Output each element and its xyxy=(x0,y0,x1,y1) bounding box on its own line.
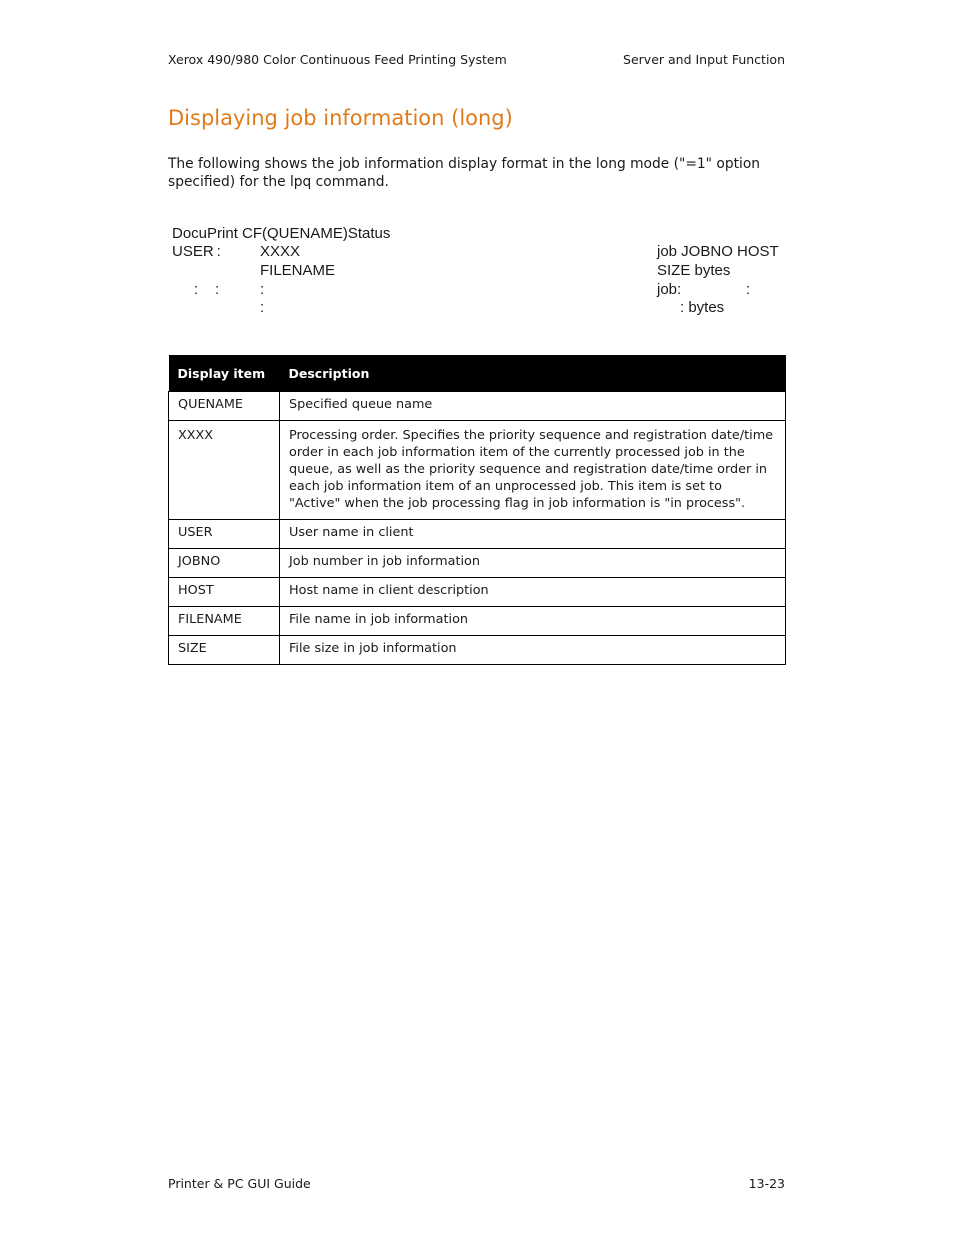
description-cell: File size in job information xyxy=(280,636,786,665)
table-row xyxy=(169,636,786,665)
job-jobno-host-field: job JOBNO HOST xyxy=(657,243,779,260)
user-label: USER : xyxy=(172,243,221,260)
ellipsis-colon: : xyxy=(194,281,199,298)
item-cell: USER xyxy=(169,520,280,549)
running-header-title: Xerox 490/980 Color Continuous Feed Printing System xyxy=(168,52,507,67)
filename-field: FILENAME xyxy=(260,262,336,279)
column-header-display-item: Display item xyxy=(169,355,280,392)
table-header-row xyxy=(169,355,786,392)
item-cell: FILENAME xyxy=(169,607,280,636)
item-cell: QUENAME xyxy=(169,392,280,421)
table-row xyxy=(169,392,786,421)
ellipsis-colon: : xyxy=(215,281,220,298)
description-cell: User name in client xyxy=(280,520,786,549)
table-row xyxy=(169,578,786,607)
running-header-section: Server and Input Function xyxy=(623,52,785,67)
item-cell: XXXX xyxy=(169,421,280,520)
column-header-description: Description xyxy=(280,355,786,392)
item-cell: HOST xyxy=(169,578,280,607)
bytes-field: : bytes xyxy=(680,299,725,316)
description-cell: Host name in client description xyxy=(280,578,786,607)
xxxx-field: XXXX xyxy=(260,243,301,260)
footer-guide-title: Printer & PC GUI Guide xyxy=(168,1176,311,1191)
status-line: DocuPrint CF(QUENAME)Status xyxy=(172,225,391,242)
page-number: 13-23 xyxy=(748,1176,785,1191)
job-label: job: xyxy=(657,281,682,298)
section-title: Displaying job information (long) xyxy=(168,106,513,130)
table-row xyxy=(169,421,786,520)
ellipsis-colon: : xyxy=(260,299,265,316)
ellipsis-colon: : xyxy=(746,281,751,298)
display-items-table xyxy=(168,355,786,665)
description-cell: Processing order. Specifies the priority sequence and registration date/time order in each job information item of the currently processed job in the queue, as well as the priority sequence and registration date/time order in each job information item of an unprocessed job. This item is set to "Active" when the job processing flag in job information is "in process". xyxy=(280,421,786,520)
ellipsis-colon: : xyxy=(260,281,265,298)
table-row xyxy=(169,549,786,578)
item-cell: SIZE xyxy=(169,636,280,665)
intro-paragraph: The following shows the job information display format in the long mode ("=1" option specified) for the lpq command. xyxy=(168,156,761,190)
table-row xyxy=(169,520,786,549)
table-row xyxy=(169,607,786,636)
description-cell: File name in job information xyxy=(280,607,786,636)
size-bytes-field: SIZE bytes xyxy=(657,262,731,279)
description-cell: Job number in job information xyxy=(280,549,786,578)
description-cell: Specified queue name xyxy=(280,392,786,421)
item-cell: JOBNO xyxy=(169,549,280,578)
